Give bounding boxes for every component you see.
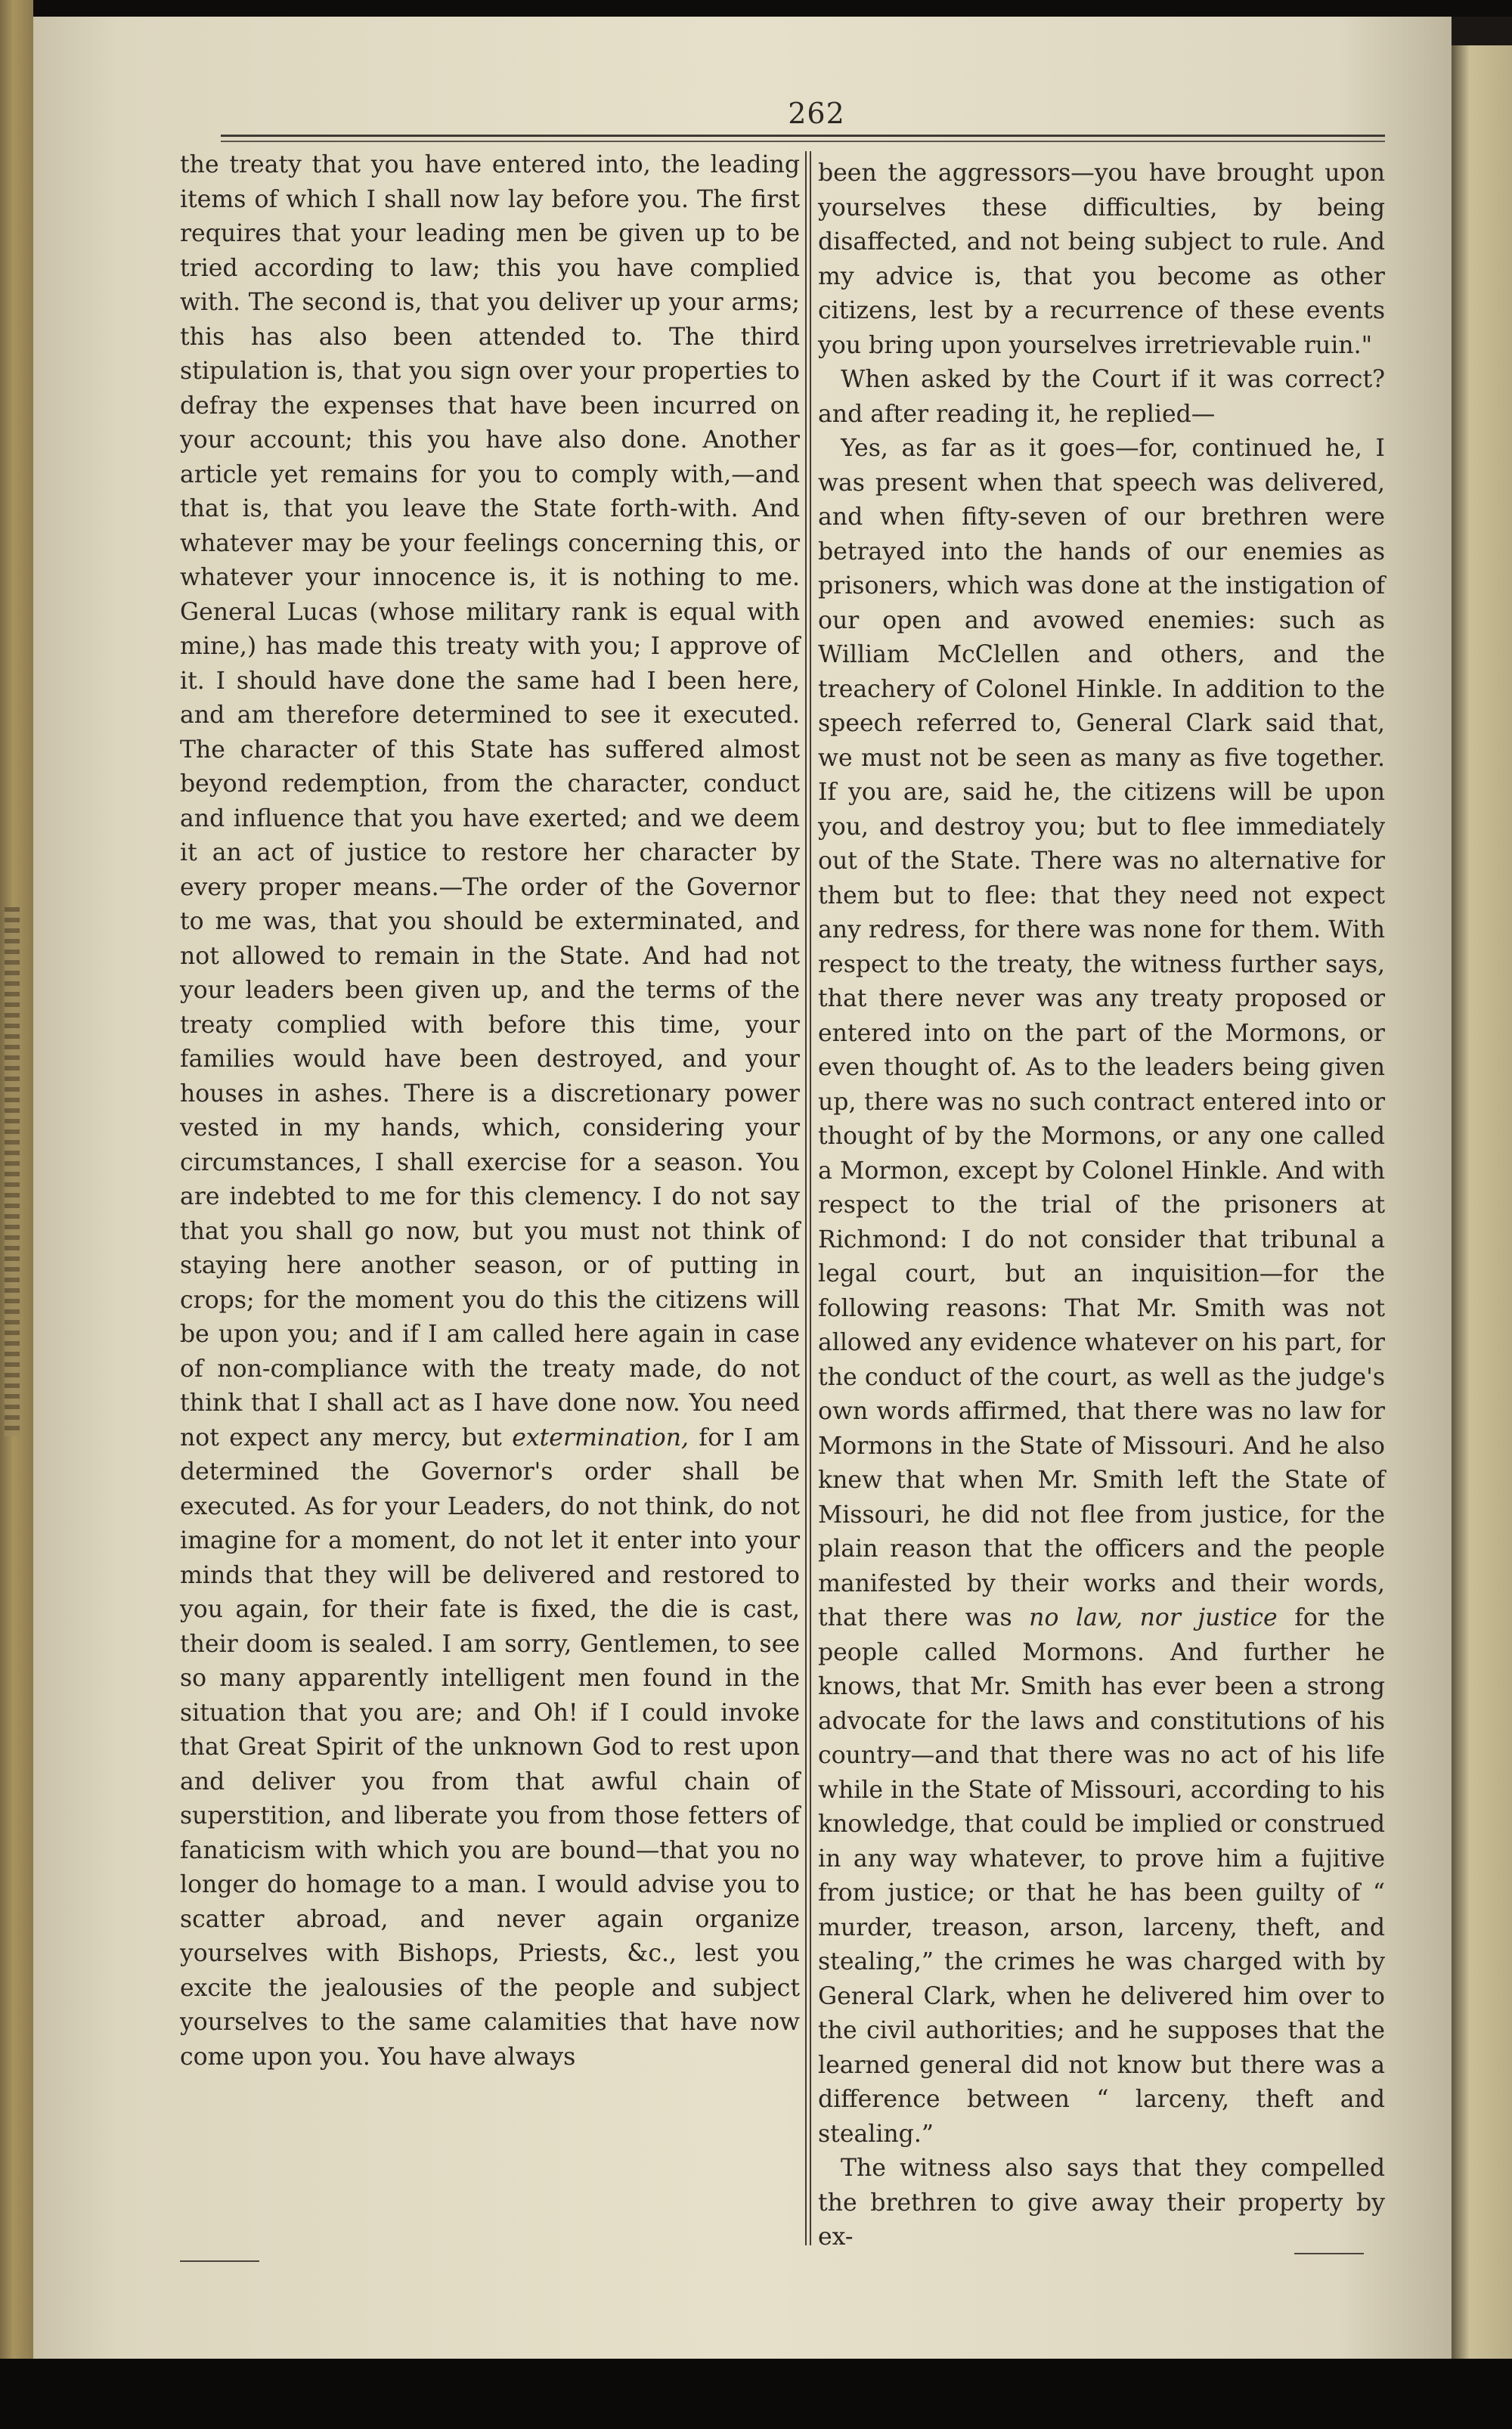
footer-mark-right (1294, 2253, 1364, 2254)
page-number: 262 (788, 97, 845, 130)
adjacent-page-edge (1452, 45, 1512, 2359)
scan-bottom-border (0, 2359, 1512, 2429)
right-column-paragraph-2: When asked by the Court if it was correct? and after reading it, he replied— (818, 366, 1385, 428)
left-column-text-a: the treaty that you have entered into, the leading items of which I shall now lay before you. The first requires that your leading men be given up to be tried according to law; this you have complied with. The second is, that you deliver up your arms; this has also been attended to. The third stipulation is, that you sign over your properties to defray the expenses that have been incurred on your account; this you have also done. Another article yet remains for you to comply with,—and that is, that you leave the State forth-with. And whatever may be your feelings concerning this, or whatever your innocence is, it is nothing to me. General Lucas (whose military rank is equal with mine,) has made this treaty with you; I approve of it. I should have done the same had I been here, and am therefore determined to see it executed. The character of this State has suffered almost beyond redemption, from the character, conduct and influence that you have exerted; and we deem it an act of justice to restore her character by every proper means.—The order of the Governor to me was, that you should be exterminated, and not allowed to remain in the State. And had not your leaders been given up, and the terms of the treaty complied with before this time, your families would have been destroyed, and your houses in ashes. There is a discretionary power vested in my hands, which, considering your circumstances, I shall exercise for a season. You are indebted to me for this clemency. I do not say that you shall go now, but you must not think of staying here another season, or of putting in crops; for the moment you do this the citizens will be upon you; and if I am called here again in case of non-compliance with the treaty made, do not think that I shall act as I have done now. You need not expect any mercy, but (180, 151, 800, 1452)
left-column-paragraph (180, 148, 800, 2074)
scan-top-border (0, 0, 1512, 17)
right-column-paragraph-3 (818, 432, 1385, 2152)
header-rule-top (221, 135, 1385, 137)
binding-label-strip (5, 907, 20, 1436)
right-column-text-b: for the people called Mormons. And further he knows, that Mr. Smith has ever been a strong advocate for the laws and constitutions of his country—and that there was no act of his life while in the State of Missouri, according to his knowledge, that could be implied or construed in any way whatever, to prove him a fujitive from justice; or that he has been guilty of “ murder, treason, arson, larceny, theft, and stealing,” the crimes he was charged with by General Clark, when he delivered him over to the civil authorities; and he supposes that the learned general did not know but there was a difference between “ larceny, theft and stealing.” (818, 1604, 1385, 2148)
footer-mark-left (180, 2260, 259, 2262)
header-rule-bottom (221, 141, 1385, 142)
left-column-emphasis: extermination, (512, 1424, 689, 1452)
right-column-paragraph-4: The witness also says that they compelled the brethren to give away their property by ex- (818, 2155, 1385, 2251)
left-column (180, 148, 800, 2074)
column-divider-right (810, 151, 811, 2245)
right-column (818, 156, 1385, 2255)
column-divider-left (805, 151, 807, 2245)
book-binding-edge (0, 0, 33, 2429)
left-column-text-b: for I am determined the Governor's order shall be executed. As for your Leaders, do not think, do not imagine for a moment, do not let it enter into your minds that they will be delivered and restored to you again, for their fate is fixed, the die is cast, their doom is sealed. I am sorry, Gentlemen, to see so many apparently intelligent men found in the situation that you are; and Oh! if I could invoke that Great Spirit of the unknown God to rest upon and deliver you from that awful chain of superstition, and liberate you from those fetters of fanaticism with which you are bound—that you no longer do homage to a man. I would advise you to scatter abroad, and never again organize yourselves with Bishops, Priests, &c., lest you excite the jealousies of the people and subject yourselves to the same calamities that have now come upon you. You have always (180, 1424, 800, 2071)
right-column-text-a: Yes, as far as it goes—for, continued he, I was present when that speech was delivered, and when fifty-seven of our brethren were betrayed into the hands of our enemies as prisoners, which was done at the instigation of our open and avowed enemies: such as William McClellen and others, and the treachery of Colonel Hinkle. In addition to the speech referred to, General Clark said that, we must not be seen as many as five together. If you are, said he, the citizens will be upon you, and destroy you; but to flee immediately out of the State. There was no alternative for them but to flee: that they need not expect any redress, for there was none for them. With respect to the treaty, the witness further says, that there never was any treaty proposed or entered into on the part of the Mormons, or even thought of. As to the leaders being given up, there was no such contract entered into or thought of by the Mormons, or any one called a Mormon, except by Colonel Hinkle. And with respect to the trial of the prisoners at Richmond: I do not consider that tribunal a legal court, but an inquisition—for the following reasons: That Mr. Smith was not allowed any evidence whatever on his part, for the conduct of the court, as well as the judge's own words affirmed, that there was no law for Mormons in the State of Missouri. And he also knew that when Mr. Smith left the State of Missouri, he did not flee from justice, for the plain reason that the officers and the people manifested by their works and their words, that there was (818, 435, 1385, 1631)
right-column-paragraph-1: been the aggressors—you have brought upon yourselves these difficulties, by being disaffected, and not being subject to rule. And my advice is, that you become as other citizens, lest by a recurrence of these events you bring upon yourselves irretrievable ruin." (818, 160, 1385, 359)
right-column-emphasis: no law, nor justice (1029, 1604, 1278, 1631)
